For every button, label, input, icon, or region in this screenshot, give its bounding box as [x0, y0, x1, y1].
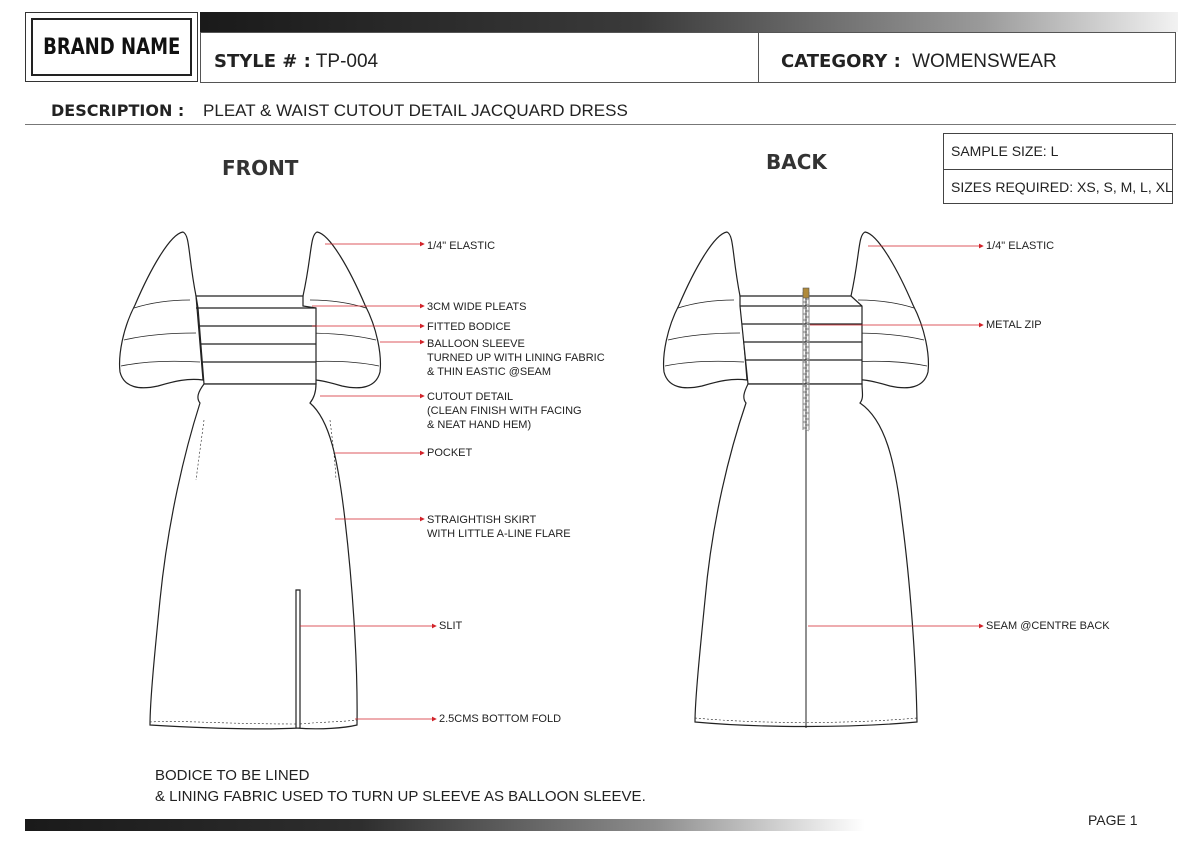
page-number: PAGE 1 [1088, 812, 1138, 828]
front-view-title: FRONT [222, 156, 299, 180]
front-skirt [150, 384, 357, 729]
footer-gradient-bar [25, 819, 865, 831]
callout-slit: SLIT [439, 620, 463, 632]
callout-balloon-sleeve: BALLOON SLEEVE TURNED UP WITH LINING FABRIC & THIN EASTIC @SEAM [427, 338, 605, 378]
back-view-title: BACK [766, 150, 827, 174]
category-label: CATEGORY : [781, 51, 901, 72]
description-label: DESCRIPTION : [51, 101, 185, 120]
callout-cutout: CUTOUT DETAIL (CLEAN FINISH WITH FACING & NEAT HAND HEM) [427, 391, 582, 431]
construction-notes: BODICE TO BE LINED & LINING FABRIC USED TO TURN UP SLEEVE AS BALLOON SLEEVE. [155, 767, 646, 805]
callout-pleats: 3CM WIDE PLEATS [427, 301, 527, 313]
back-bodice [740, 296, 862, 384]
category-value: WOMENSWEAR [912, 51, 1057, 72]
front-dress-sketch [120, 232, 381, 729]
callout-centre-back-seam: SEAM @CENTRE BACK [986, 620, 1110, 632]
front-bodice [196, 296, 316, 384]
callout-metal-zip: METAL ZIP [986, 319, 1042, 331]
callout-skirt: STRAIGHTISH SKIRT WITH LITTLE A-LINE FLARE [427, 514, 571, 540]
callout-pocket: POCKET [427, 447, 473, 459]
sample-size: SAMPLE SIZE: L [951, 143, 1059, 159]
sizes-required: SIZES REQUIRED: XS, S, M, L, XL [944, 169, 1172, 204]
callout-front-elastic: 1/4" ELASTIC [427, 240, 496, 252]
back-dress-sketch [664, 232, 929, 728]
callout-bottom-fold: 2.5CMS BOTTOM FOLD [439, 713, 562, 725]
description-value: PLEAT & WAIST CUTOUT DETAIL JACQUARD DRESS [203, 101, 628, 120]
brand-name: BRAND NAME [42, 34, 181, 60]
style-label: STYLE # : [214, 51, 311, 72]
callout-fitted-bodice: FITTED BODICE [427, 321, 511, 333]
style-value: TP-004 [315, 51, 379, 72]
callout-back-elastic: 1/4" ELASTIC [986, 240, 1055, 252]
